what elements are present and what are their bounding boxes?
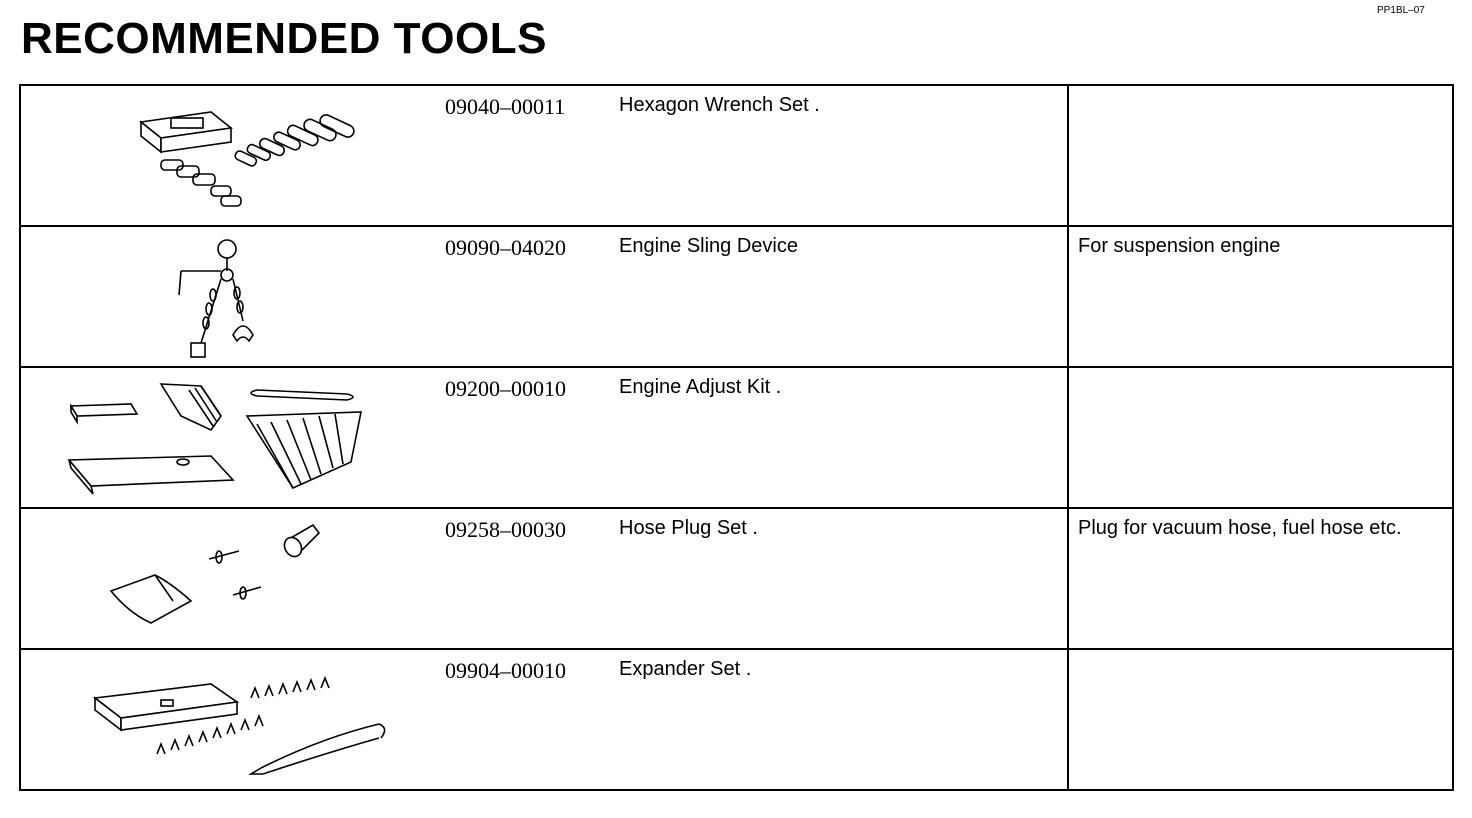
tool-name: Hexagon Wrench Set . — [619, 94, 820, 116]
tool-cell — [20, 226, 1068, 367]
tool-cell — [20, 367, 1068, 508]
tool-note: For suspension engine — [1078, 235, 1281, 257]
tool-name: Engine Adjust Kit . — [619, 376, 782, 398]
note-cell — [1068, 85, 1453, 226]
tool-note — [1069, 650, 1452, 658]
engine-sling-device-illustration — [61, 235, 421, 361]
table-row — [20, 226, 1453, 367]
tool-cell — [20, 649, 1068, 790]
note-cell — [1068, 649, 1453, 790]
tool-cell — [20, 85, 1068, 226]
note-cell — [1068, 367, 1453, 508]
page-title: RECOMMENDED TOOLS — [21, 14, 547, 63]
tool-note: Plug for vacuum hose, fuel hose etc. — [1078, 517, 1402, 539]
part-number: 09904–00010 — [445, 658, 566, 683]
table-row — [20, 508, 1453, 649]
expander-set-illustration — [61, 658, 421, 784]
tool-note — [1069, 86, 1452, 94]
tool-name: Expander Set . — [619, 658, 752, 680]
table-row — [20, 649, 1453, 790]
part-number: 09090–04020 — [445, 235, 566, 260]
part-number: 09040–00011 — [445, 94, 566, 119]
tool-cell — [20, 508, 1068, 649]
tool-note — [1069, 368, 1452, 376]
tools-table — [19, 84, 1454, 791]
note-cell — [1068, 508, 1453, 649]
tool-name: Hose Plug Set . — [619, 517, 758, 539]
note-cell — [1068, 226, 1453, 367]
engine-adjust-kit-illustration — [61, 376, 421, 502]
part-number: 09200–00010 — [445, 376, 566, 401]
document-id: PP1BL–07 — [1377, 5, 1425, 16]
hose-plug-set-illustration — [61, 517, 421, 643]
table-row — [20, 367, 1453, 508]
table-row — [20, 85, 1453, 226]
part-number: 09258–00030 — [445, 517, 566, 542]
hexagon-wrench-set-illustration — [61, 94, 421, 220]
tool-name: Engine Sling Device — [619, 235, 798, 257]
